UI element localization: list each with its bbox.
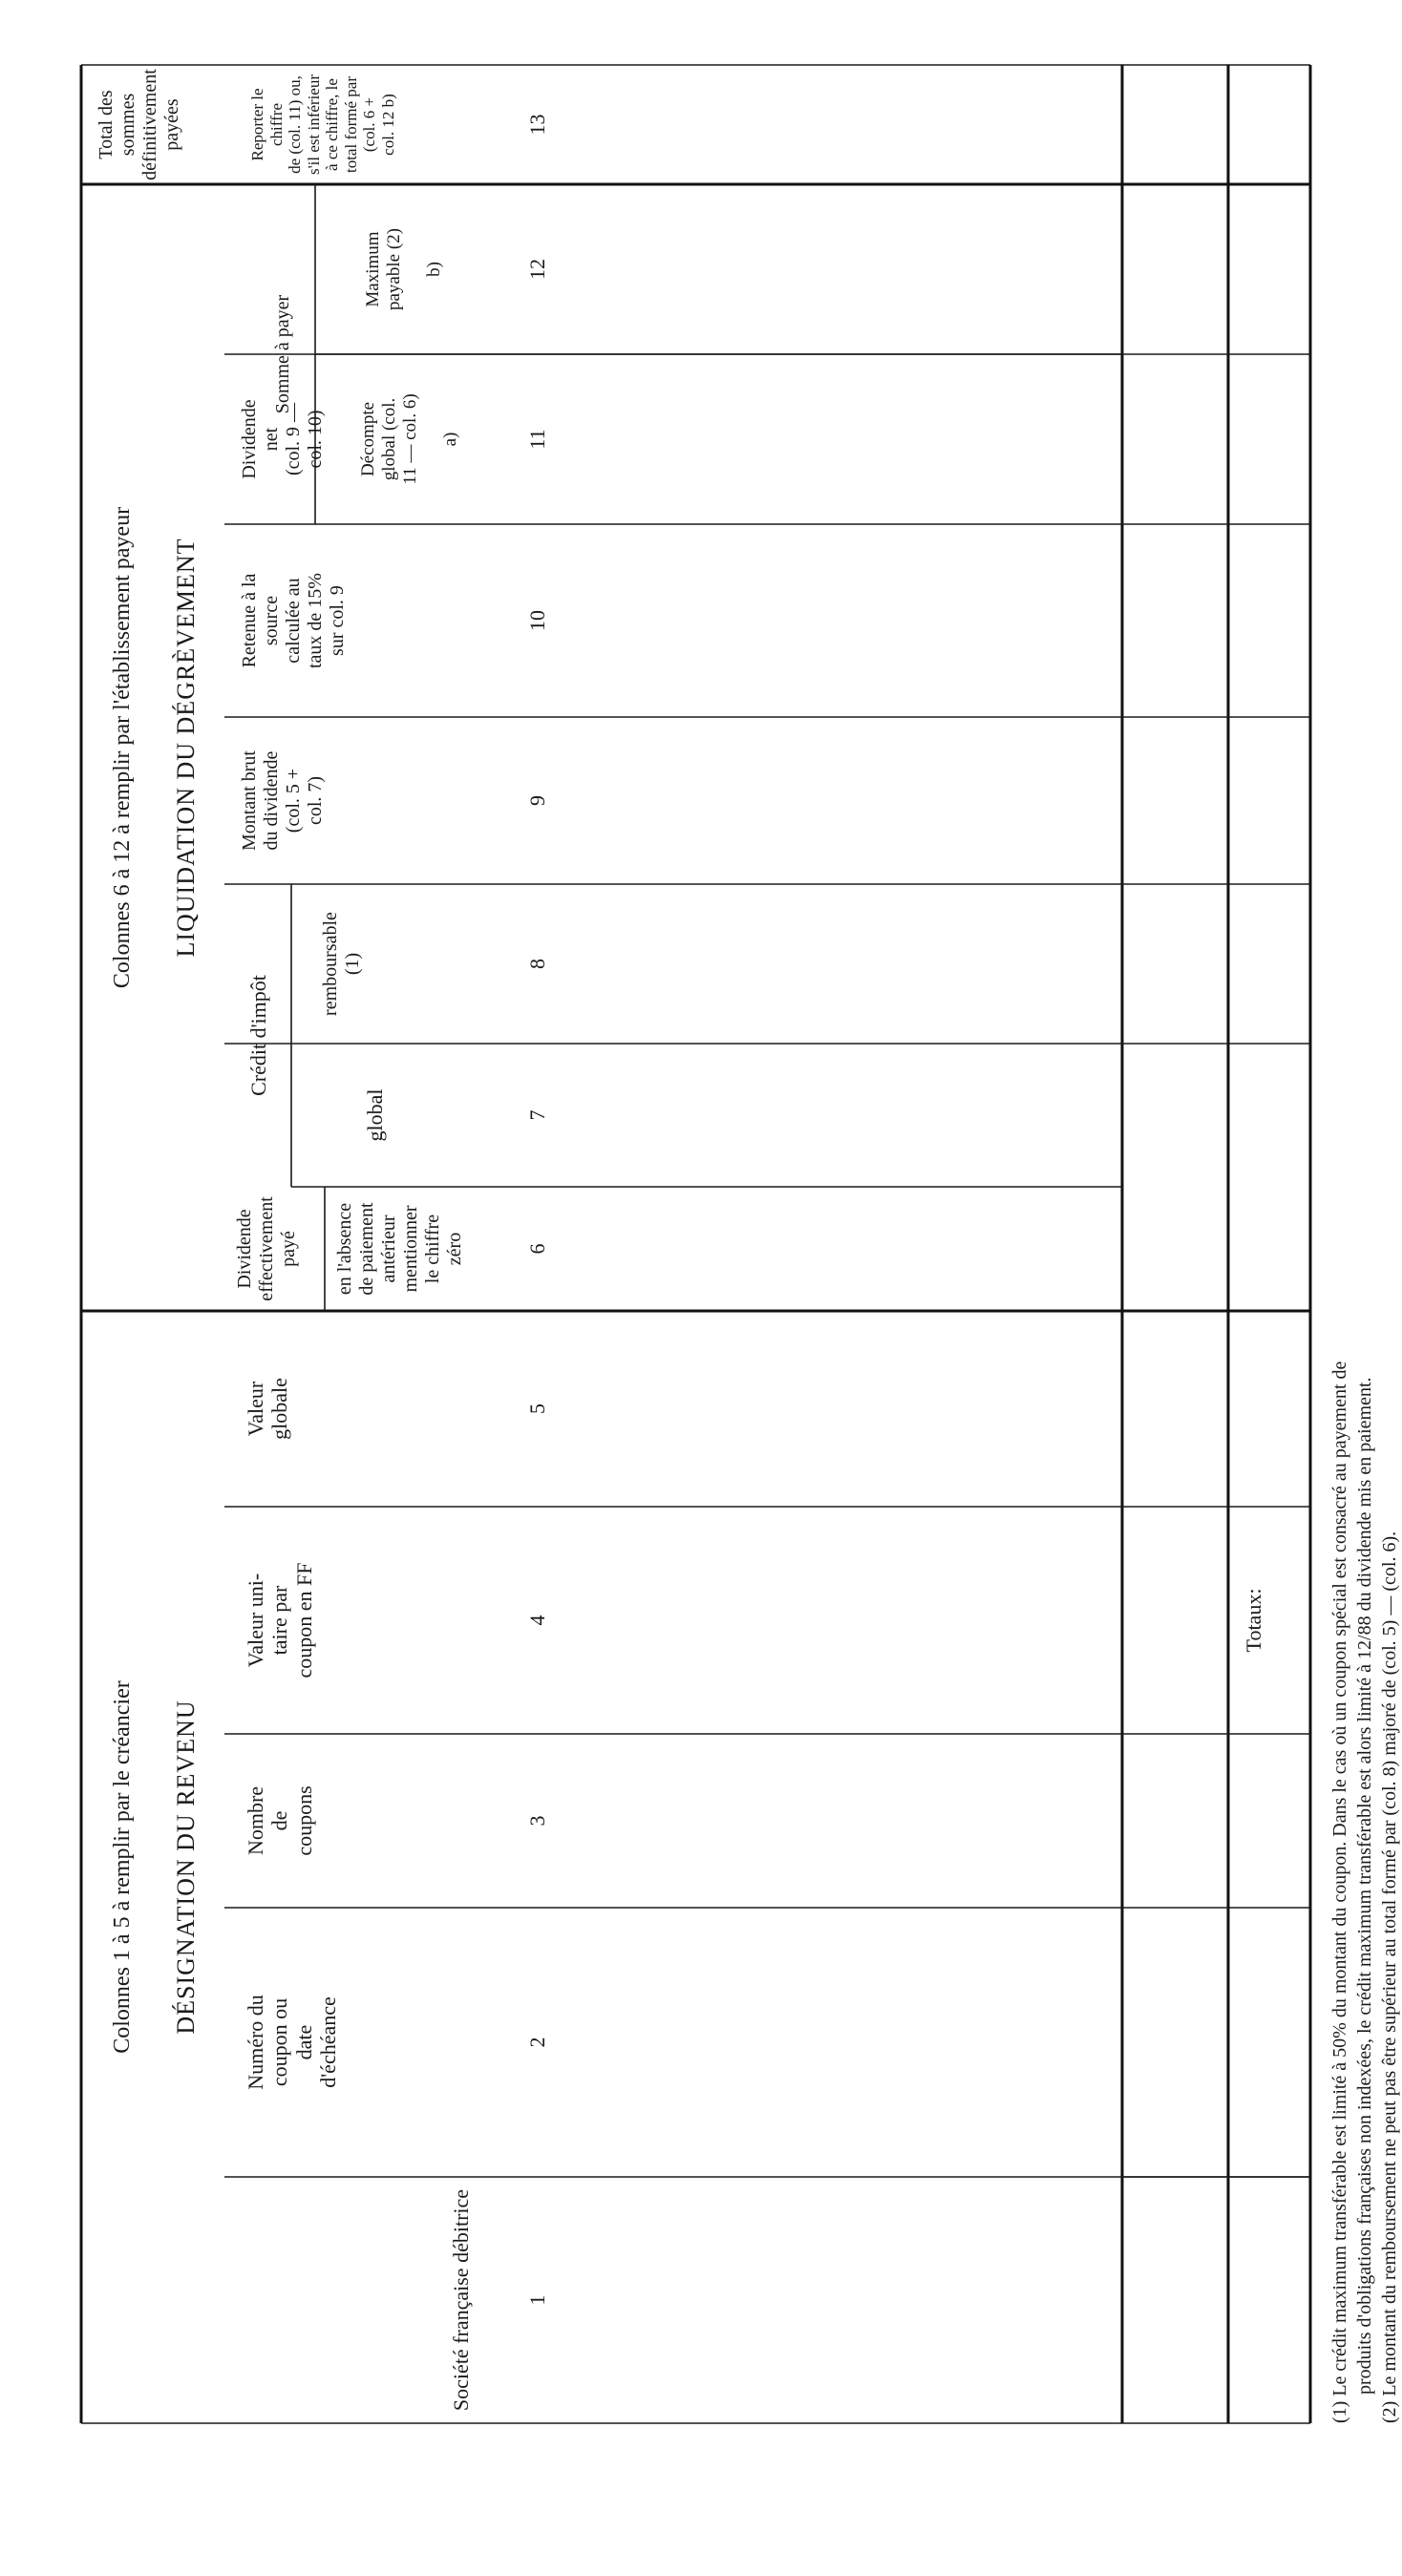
col-12a-header: Décompte global (col. 11 — col. 6) a) [358,393,460,485]
col-6-group-header: Dividende effectivement payé [234,1196,299,1301]
col-13-number: 13 [525,114,549,136]
section-mid-title: LIQUIDATION DU DÉGRÈVEMENT [172,538,200,958]
footnote-2: (2) Le montant du remboursement ne peut pas être supérieur au total formé par (col. 8) majoré de (col. 5) — (col. 6). [1379,1531,1400,2423]
col-11-header: Dividende net (col. 9 — col. 10) [239,399,326,479]
col-5-header: Valeur globale [244,1378,292,1440]
col-6-header: en l'absence de paiement antérieur mentionner le chiffre zéro [334,1202,465,1296]
col-12-number: 12 [525,259,549,280]
col-9-header: Montant brut du dividende (col. 5 + col. 7) [239,750,326,851]
section-left-title: DÉSIGNATION DU REVENU [172,1700,200,2035]
col-3-header: Nombre de coupons [244,1785,316,1856]
col-2-number: 2 [525,2037,549,2048]
somme-group-header: Somme à payer [272,294,293,414]
col-1-header: Société française débitrice [449,2188,473,2412]
footnote-1-cont: produits d'obligations françaises non indexées, le crédit maximum transférable est alors limité à 12/88 du dividende mis en paiement. [1354,1377,1375,2395]
section-mid-instruction: Colonnes 6 à 12 à remplir par l'établissement payeur [110,506,135,989]
col-6-number: 6 [525,1243,549,1255]
col-7-header: global [363,1088,387,1142]
col-4-header: Valeur uni- taire par coupon en FF [244,1562,316,1679]
col-11-number: 11 [525,429,549,450]
col-12b-header: Maximum payable (2) b) [363,228,444,310]
col-4-number: 4 [525,1615,549,1626]
section-left-instruction: Colonnes 1 à 5 à remplir par le créancier [110,1680,135,2054]
col-13-header: Reporter le chiffre de (col. 11) ou, s'il est inférieur à ce chiffre, le total formé par (col. 6 + col. 12 b) [248,74,397,176]
col-8-number: 8 [525,959,549,969]
col-8-header: remboursable (1) [320,912,363,1016]
credit-impot-group-header: Crédit d'impôt [246,975,270,1096]
col-9-number: 9 [525,795,549,806]
totals-label: Totaux: [1242,1588,1265,1653]
col-5-number: 5 [525,1404,549,1414]
footnote-1: (1) Le crédit maximum transférable est limité à 50% du montant du coupon. Dans le cas où un coupon spécial est consacré au payement de [1329,1361,1350,2423]
col-2-header: Numéro du coupon ou date d'échéance [244,1995,340,2090]
col-3-number: 3 [525,1815,549,1826]
section-right-title: Total des sommes définitivement payées [96,69,182,180]
col-10-number: 10 [525,610,549,631]
col-1-number: 1 [525,2294,549,2306]
col-7-number: 7 [525,1109,549,1121]
col-10-header: Retenue à la source calculée au taux de 15% sur col. 9 [239,573,348,668]
